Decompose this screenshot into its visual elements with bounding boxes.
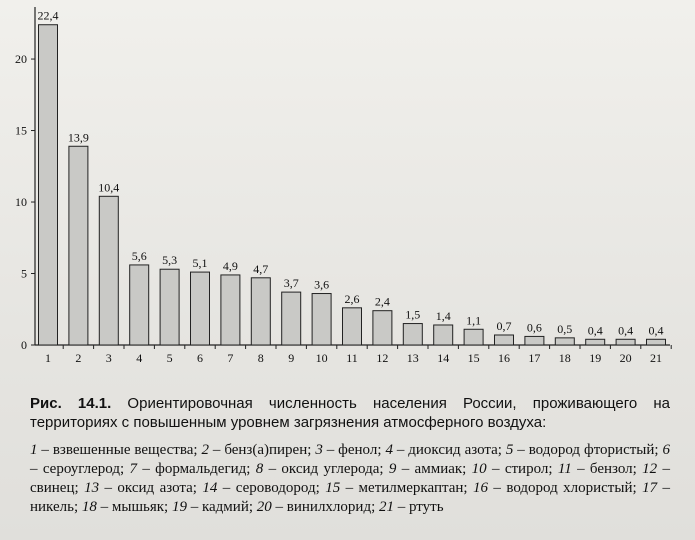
legend-item-number: 6 xyxy=(662,442,670,458)
data-label: 0,6 xyxy=(526,320,542,335)
bar xyxy=(191,272,210,345)
legend-item-number: 3 xyxy=(315,442,323,458)
legend-item-text: – водород хлористый; xyxy=(487,480,643,496)
bar xyxy=(99,196,118,345)
legend-item-number: 2 xyxy=(201,442,209,458)
data-label: 4,9 xyxy=(222,258,238,273)
legend-item-number: 14 xyxy=(202,480,218,496)
legend-item-number: 20 xyxy=(256,499,272,515)
legend-item-number: 9 xyxy=(388,461,397,477)
bar xyxy=(69,146,88,345)
y-tick-label: 10 xyxy=(15,195,27,210)
x-tick-label: 15 xyxy=(467,351,480,365)
x-tick-label: 20 xyxy=(619,351,632,365)
legend-item-number: 18 xyxy=(81,499,97,515)
x-tick-label: 17 xyxy=(528,351,541,365)
bar xyxy=(616,339,635,345)
bar xyxy=(434,325,453,345)
legend-item-text: – формальдегид; xyxy=(137,461,256,477)
x-tick-label: 11 xyxy=(346,351,358,365)
legend-item-text: – стирол; xyxy=(486,461,558,477)
data-label: 0,5 xyxy=(557,321,573,336)
data-label: 5,1 xyxy=(192,256,208,271)
legend-item-text: – бензол; xyxy=(571,461,643,477)
data-label: 3,7 xyxy=(283,276,299,291)
x-tick-label: 12 xyxy=(376,351,389,365)
bar xyxy=(403,324,422,345)
x-tick-label: 19 xyxy=(589,351,602,365)
legend-item-number: 15 xyxy=(325,480,341,496)
bar xyxy=(647,339,666,345)
legend-item-text: – мышьяк; xyxy=(96,499,172,515)
bar xyxy=(586,339,605,345)
x-tick-label: 16 xyxy=(498,351,510,365)
x-tick-label: 14 xyxy=(437,351,450,365)
bar xyxy=(495,335,514,345)
legend-item-number: 13 xyxy=(84,480,100,496)
legend-item-text: – ртуть xyxy=(394,499,444,515)
legend-item-number: 7 xyxy=(129,461,137,477)
legend-item-number: 12 xyxy=(642,461,658,477)
legend-item-text: – диоксид азота; xyxy=(392,442,506,458)
x-tick-label: 18 xyxy=(558,351,571,365)
figure-legend xyxy=(30,441,670,517)
x-tick-label: 10 xyxy=(315,351,328,365)
data-label: 22,4 xyxy=(37,8,59,23)
x-tick-label: 8 xyxy=(257,351,264,365)
legend-item-text: – свинец; xyxy=(30,461,670,496)
data-label: 0,4 xyxy=(618,323,634,338)
bar xyxy=(39,25,58,345)
legend-item-text: – никель; xyxy=(30,480,670,515)
bar xyxy=(221,275,240,345)
legend-item-number: 5 xyxy=(505,442,514,458)
x-tick-label: 4 xyxy=(136,351,143,365)
x-tick-label: 2 xyxy=(75,351,82,365)
x-tick-label: 6 xyxy=(197,351,203,365)
legend-item-text: – фенол; xyxy=(322,442,386,458)
legend-item-number: 17 xyxy=(642,480,658,496)
bar xyxy=(160,269,179,345)
y-tick-label: 5 xyxy=(21,266,27,281)
legend-item-text: – сероводород; xyxy=(217,480,326,496)
legend-item-number: 11 xyxy=(557,461,572,477)
x-tick-label: 1 xyxy=(45,351,51,365)
bar xyxy=(555,338,574,345)
x-tick-label: 21 xyxy=(650,351,662,365)
legend-item-text: – оксид углерода; xyxy=(263,461,389,477)
data-label: 1,1 xyxy=(466,313,482,328)
legend-item-number: 4 xyxy=(385,442,393,458)
data-label: 1,4 xyxy=(435,308,451,323)
legend-item-number: 16 xyxy=(472,480,488,496)
legend-item-number: 1 xyxy=(30,442,38,458)
data-label: 0,4 xyxy=(587,323,603,338)
bar xyxy=(525,336,544,345)
figure-label: Рис. 14.1. xyxy=(30,395,112,412)
figure-caption xyxy=(30,394,670,432)
legend-item-text: – сероуглерод; xyxy=(30,461,130,477)
y-tick-label: 20 xyxy=(15,52,27,67)
legend-item-text: – аммиак; xyxy=(396,461,472,477)
legend-item-number: 10 xyxy=(471,461,487,477)
bar xyxy=(464,329,483,345)
bar xyxy=(251,278,270,345)
legend-item-number: 19 xyxy=(171,499,187,515)
data-label: 13,9 xyxy=(67,130,89,145)
data-label: 10,4 xyxy=(98,180,120,195)
data-label: 5,3 xyxy=(162,253,178,268)
bar xyxy=(282,292,301,345)
legend-item-text: – бенз(а)пирен; xyxy=(208,442,316,458)
y-tick-label: 0 xyxy=(21,338,27,352)
data-label: 0,4 xyxy=(648,323,664,338)
legend-item-number: 21 xyxy=(379,499,394,515)
x-tick-label: 13 xyxy=(406,351,419,365)
figure-title: Ориентировочная численность населения России, проживающего на территориях с повышенным уровнем загрязнения атмосферного воздуха: xyxy=(30,395,670,431)
data-label: 4,7 xyxy=(253,261,269,276)
bar xyxy=(312,294,331,345)
legend-item-text: – метилмеркаптан; xyxy=(340,480,473,496)
legend-item-text: – кадмий; xyxy=(186,499,257,515)
data-label: 2,6 xyxy=(344,291,360,306)
legend-item-number: 8 xyxy=(255,461,264,477)
x-tick-label: 7 xyxy=(227,351,234,365)
x-tick-label: 3 xyxy=(105,351,112,365)
legend-item-text: – оксид азота; xyxy=(99,480,203,496)
legend-item-text: – взвешенные вещества; xyxy=(37,442,202,458)
bar xyxy=(373,311,392,345)
data-label: 0,7 xyxy=(496,318,512,333)
y-tick-label: 15 xyxy=(15,123,27,138)
x-tick-label: 5 xyxy=(166,351,173,365)
bar xyxy=(343,308,362,345)
legend-item-text: – винилхлорид; xyxy=(271,499,379,515)
bar xyxy=(130,265,149,345)
legend-item-text: – водород фтористый; xyxy=(513,442,663,458)
data-label: 3,6 xyxy=(314,277,330,292)
data-label: 1,5 xyxy=(405,307,421,322)
x-tick-label: 9 xyxy=(288,351,295,365)
data-label: 2,4 xyxy=(374,294,390,309)
data-label: 5,6 xyxy=(131,248,147,263)
